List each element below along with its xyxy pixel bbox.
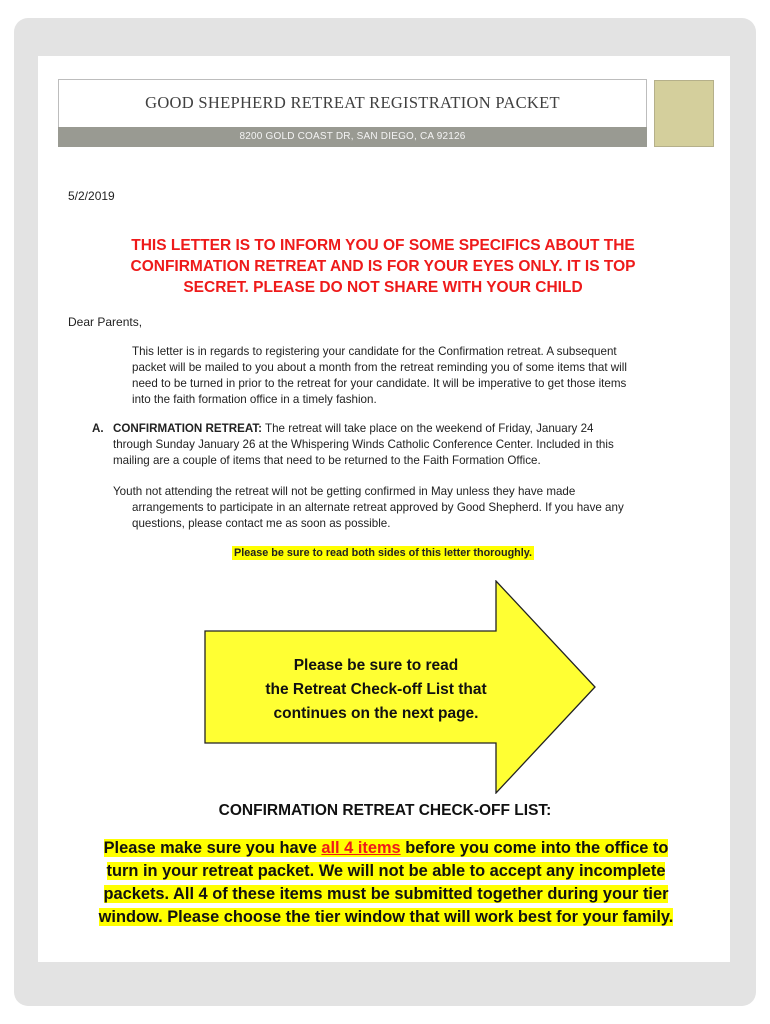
intro-line-3: need to be turned in prior to the retreat for your candidate. It will be imperative to get those items	[132, 377, 627, 390]
arrow-line-2: the Retreat Check-off List that	[265, 681, 487, 698]
item-a-text-1: The retreat will take place on the weekend of Friday, January 24	[262, 422, 594, 435]
checkoff-line-4	[60, 906, 712, 929]
address-text: 8200 GOLD COAST DR, SAN DIEGO, CA 92126	[239, 131, 466, 142]
letter-date: 5/2/2019	[68, 189, 115, 203]
arrow-line-1: Please be sure to read	[293, 657, 459, 674]
checkoff-instructions	[60, 837, 712, 929]
youth-line-3: questions, please contact me as soon as possible.	[132, 517, 391, 530]
checkoff-line-1-highlight	[104, 839, 669, 857]
address-bar	[58, 127, 647, 147]
all-items-emphasis: all 4 items	[321, 839, 401, 857]
youth-line-1: Youth not attending the retreat will not be getting confirmed in May unless they have made	[113, 485, 576, 498]
checkoff-line-1	[60, 837, 712, 860]
header-accent-box	[654, 80, 714, 147]
arrow-line-3: continues on the next page.	[273, 705, 479, 722]
youth-line-2: arrangements to participate in an alternate retreat approved by Good Shepherd. If you have any	[132, 501, 624, 514]
checkoff-line-1-post: before you come into the office to	[400, 839, 669, 857]
item-a-body	[113, 421, 703, 469]
checkoff-line-3-text: packets. All 4 of these items must be submitted together during your tier	[103, 885, 669, 903]
item-a-line-2: through Sunday January 26 at the Whispering Winds Catholic Conference Center. Included in this	[113, 438, 614, 451]
checkoff-line-1-pre: Please make sure you have	[103, 839, 322, 857]
salutation: Dear Parents,	[68, 315, 143, 329]
notice-line-2: CONFIRMATION RETREAT AND IS FOR YOUR EYES ONLY. IT IS TOP	[130, 258, 636, 275]
checkoff-line-2-text: turn in your retreat packet. We will not be able to accept any incomplete	[106, 862, 666, 880]
arrow-message	[218, 654, 534, 726]
checkoff-line-3	[60, 883, 712, 906]
intro-line-4: into the faith formation office in a timely fashion.	[132, 393, 377, 406]
checkoff-line-4-text: window. Please choose the tier window that will work best for your family.	[98, 908, 674, 926]
notice-line-3: SECRET. PLEASE DO NOT SHARE WITH YOUR CHILD	[183, 279, 583, 296]
youth-paragraph	[113, 484, 701, 532]
item-a-line-3: mailing are a couple of items that need to be returned to the Faith Formation Office.	[113, 454, 541, 467]
checkoff-title: CONFIRMATION RETREAT CHECK-OFF LIST:	[218, 802, 552, 819]
read-both-sides-note: Please be sure to read both sides of this letter thoroughly.	[234, 547, 532, 559]
intro-paragraph	[132, 344, 702, 408]
intro-line-2: packet will be mailed to you about a month from the retreat reminding you of some items that will	[132, 361, 627, 374]
document-title: GOOD SHEPHERD RETREAT REGISTRATION PACKET	[145, 93, 560, 112]
checkoff-line-2	[60, 860, 712, 883]
item-a-marker: A.	[92, 422, 104, 435]
header-box	[58, 79, 647, 129]
notice-line-1: THIS LETTER IS TO INFORM YOU OF SOME SPECIFICS ABOUT THE	[131, 237, 635, 254]
item-a-label: CONFIRMATION RETREAT:	[113, 422, 262, 435]
intro-line-1: This letter is in regards to registering your candidate for the Confirmation retreat. A subsequent	[132, 345, 617, 358]
item-a-line-1	[113, 421, 703, 437]
confidential-notice	[70, 235, 696, 298]
